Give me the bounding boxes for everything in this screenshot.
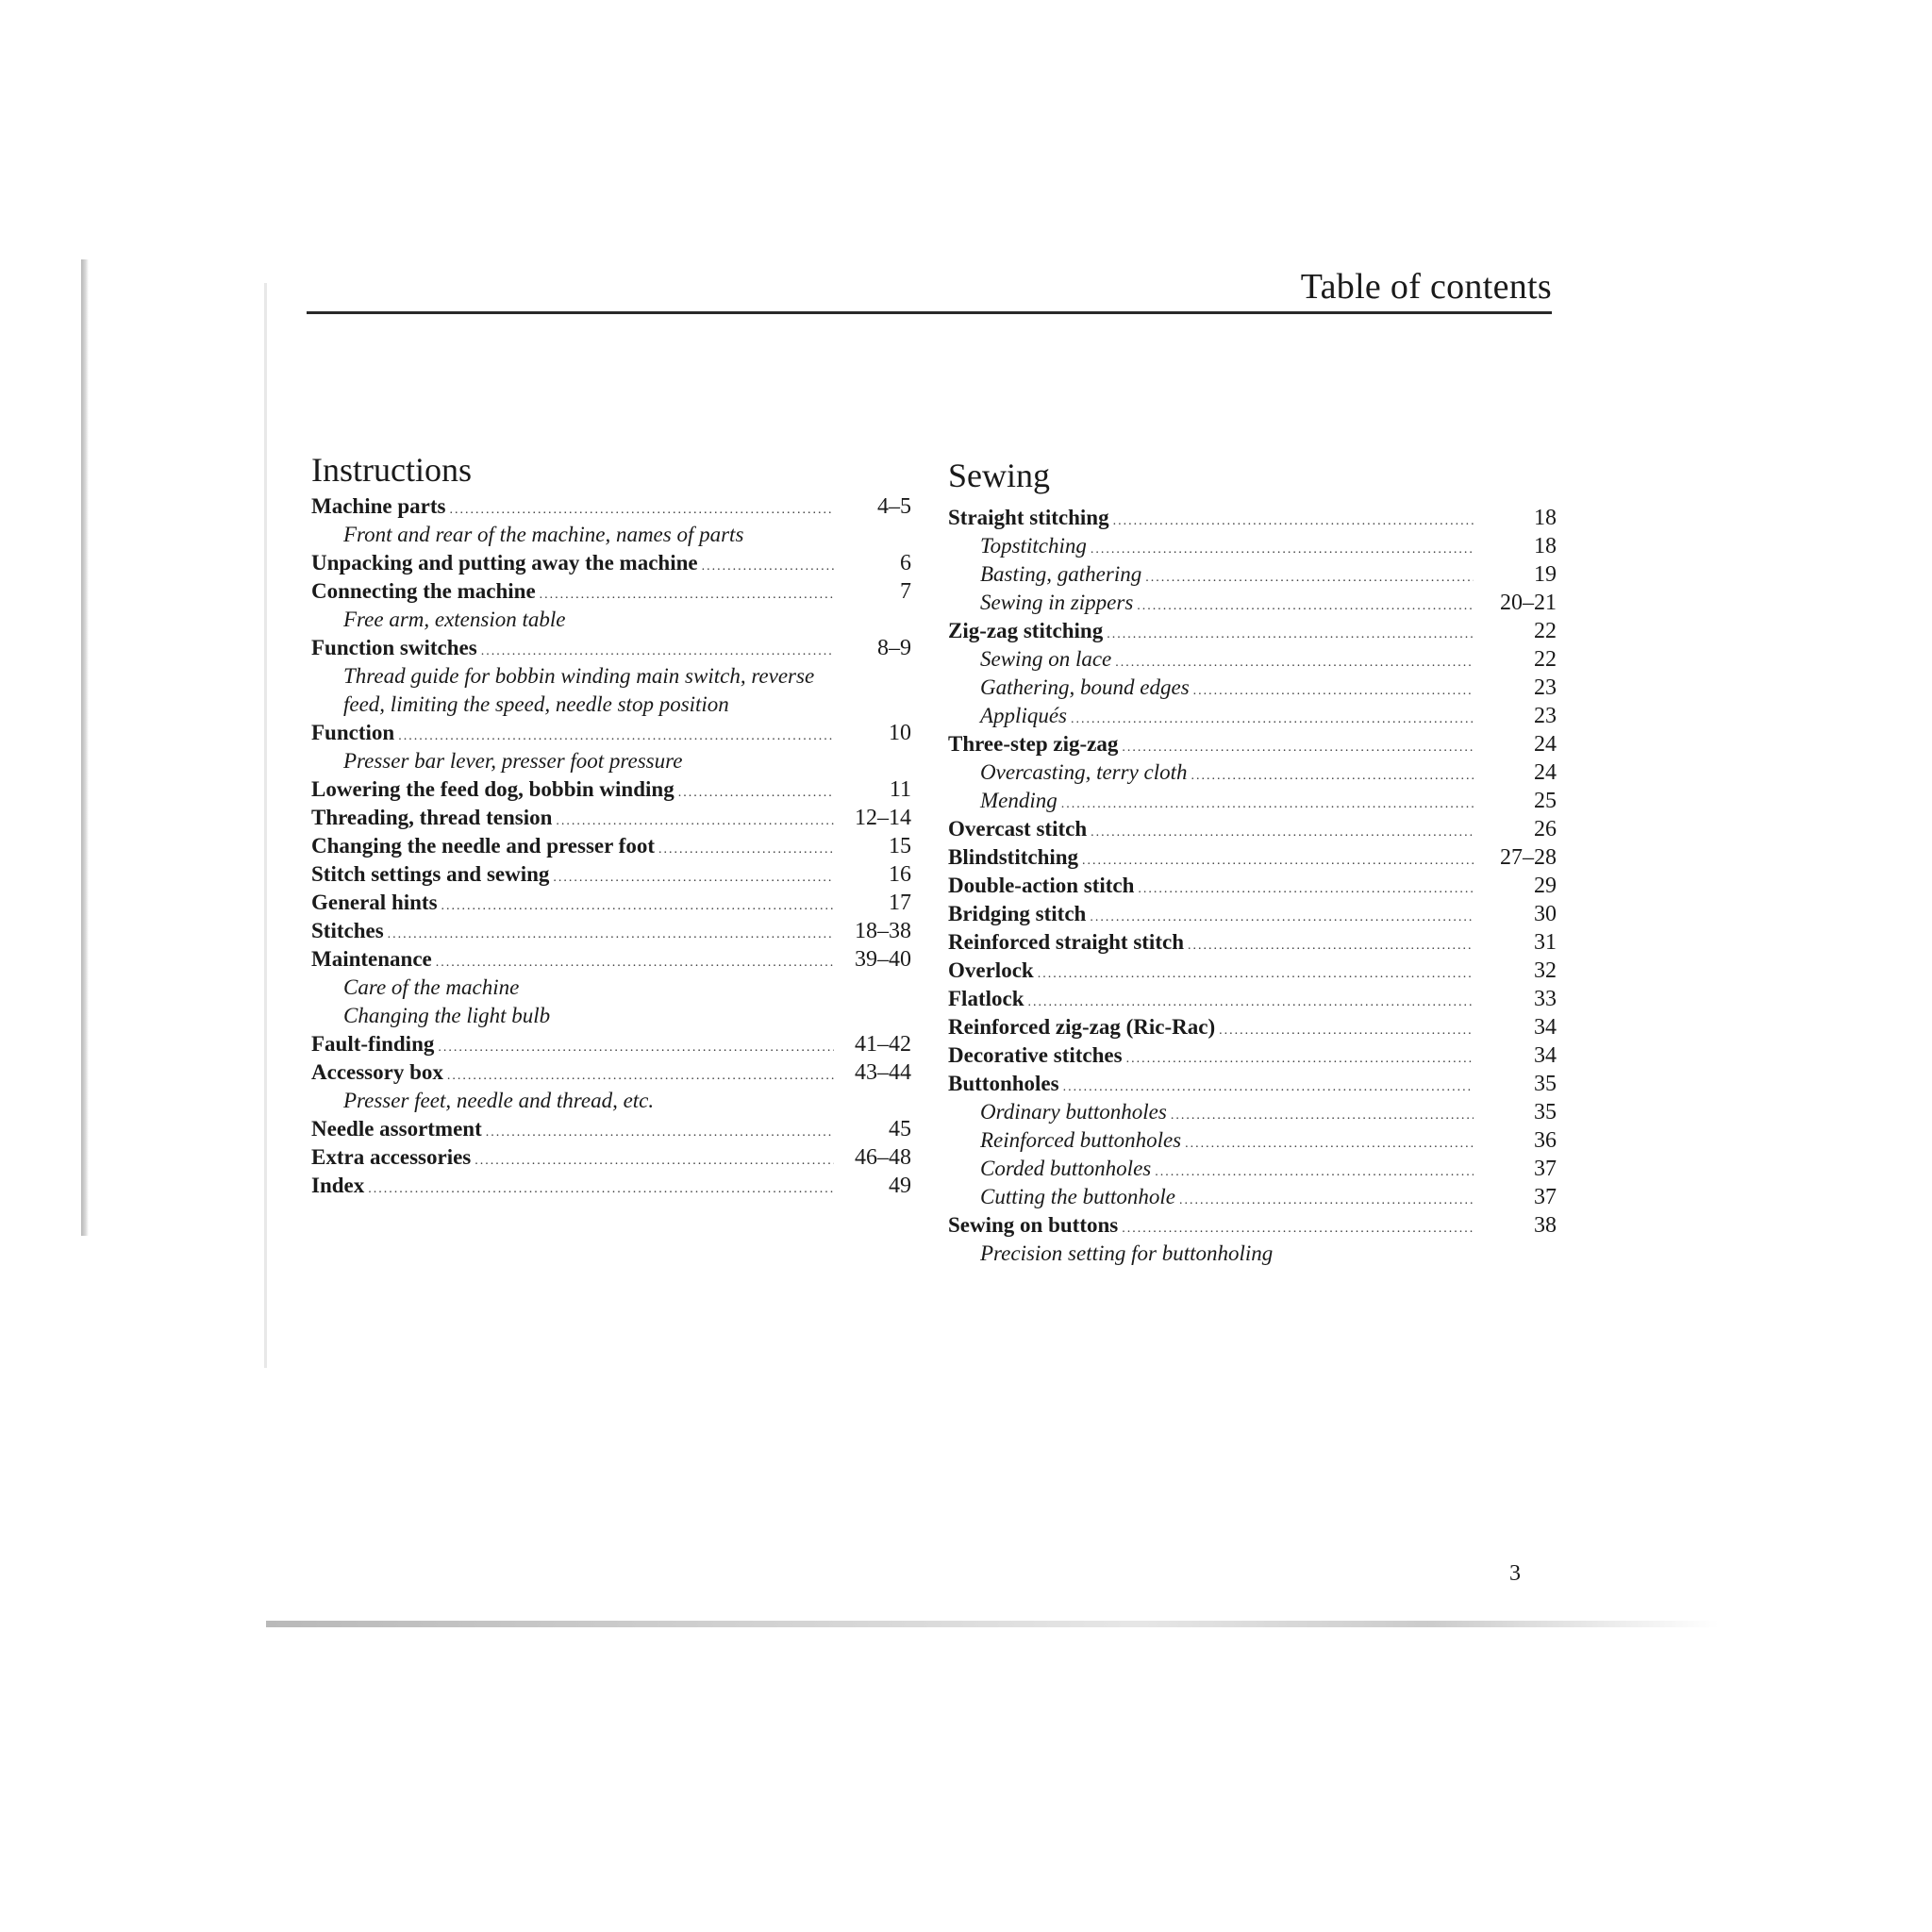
toc-entry [948,560,1557,589]
toc-entry-label: Bridging stitch [948,902,1087,925]
toc-entry-page: 37 [1534,1185,1557,1209]
toc-entry-page: 45 [889,1117,911,1141]
toc-entry-label: Machine parts [311,494,446,518]
leader-dots [1071,706,1474,734]
toc-entry [948,1098,1557,1126]
leader-dots [1091,819,1474,847]
toc-entry-label: Basting, gathering [980,562,1142,586]
toc-entry [311,860,911,889]
leader-dots [486,1119,834,1147]
toc-entry [311,889,911,917]
toc-entry-label: Sewing in zippers [980,591,1134,614]
leader-dots [1082,847,1474,875]
sewing-heading: Sewing [948,457,1050,494]
toc-entry [948,900,1557,928]
toc-entry-page: 27–28 [1500,845,1557,870]
leader-dots [553,864,834,892]
toc-entry-label: Stitch settings and sewing [311,862,550,886]
toc-entry-page: 46–48 [855,1145,911,1170]
toc-entry [948,985,1557,1013]
toc-entry [948,617,1557,645]
leader-dots [388,921,834,949]
toc-entry-page: 24 [1534,732,1557,757]
toc-entry-label: Reinforced straight stitch [948,930,1184,954]
toc-entry [311,1058,911,1087]
toc-entry-label: Needle assortment [311,1117,482,1141]
toc-entry-page: 22 [1534,647,1557,672]
leader-dots [1038,960,1474,989]
toc-entry-page: 10 [889,721,911,745]
leader-dots [1188,932,1474,960]
toc-entry [311,832,911,860]
toc-entry-label: Unpacking and putting away the machine [311,551,698,575]
toc-entry-label: Mending [980,789,1058,812]
toc-entry-page: 38 [1534,1213,1557,1238]
toc-entry [948,504,1557,532]
toc-entry-page: 18 [1534,506,1557,530]
toc-entry-label: Stitches [311,919,384,942]
leader-dots [1126,1045,1474,1074]
toc-entry-label: Function [311,721,395,744]
toc-entry-label: Straight stitching [948,506,1109,529]
leader-dots [540,581,834,609]
toc-entry [948,815,1557,843]
toc-entry [948,532,1557,560]
toc-entry [311,1030,911,1058]
toc-entry-label: Flatlock [948,987,1024,1010]
toc-entry-label: Blindstitching [948,845,1079,869]
toc-entry [948,702,1557,730]
scan-edge-bottom [266,1621,1719,1627]
toc-entry [311,577,911,606]
toc-entry-page: 43–44 [855,1060,911,1085]
toc-entry-label: Reinforced buttonholes [980,1128,1182,1152]
toc-entry [311,492,911,521]
toc-entry-page: 25 [1534,789,1557,813]
instructions-list [311,492,911,1200]
leader-dots [658,836,834,864]
toc-entry-page: 19 [1534,562,1557,587]
toc-entry-label: Fault-finding [311,1032,435,1056]
toc-entry [311,917,911,945]
toc-entry [948,758,1557,787]
toc-entry-label: Sewing on lace [980,647,1112,671]
toc-entry [948,872,1557,900]
sewing-list [948,504,1557,1268]
leader-dots [1145,564,1474,592]
toc-entry-label: Gathering, bound edges [980,675,1190,699]
toc-entry-page: 34 [1534,1015,1557,1040]
toc-entry [948,645,1557,674]
toc-entry-description: Precision setting for buttonholing [980,1241,1274,1265]
leader-dots [438,1034,834,1062]
toc-entry-page: 18–38 [855,919,911,943]
leader-dots [1171,1102,1474,1130]
toc-entry-label: Corded buttonholes [980,1157,1152,1180]
toc-entry-page: 16 [889,862,911,887]
toc-entry-page: 26 [1534,817,1557,841]
toc-entry [948,1041,1557,1070]
toc-entry [311,945,911,974]
toc-entry-label: Connecting the machine [311,579,536,603]
toc-entry-label: Threading, thread tension [311,806,553,829]
toc-entry-description: Changing the light bulb [343,1004,551,1027]
toc-entry-page: 11 [889,777,911,802]
toc-entry [948,1155,1557,1183]
toc-entry [311,1115,911,1143]
toc-entry-page: 6 [900,551,911,575]
toc-entry-label: Zig-zag stitching [948,619,1104,642]
toc-entry-page: 34 [1534,1043,1557,1068]
toc-entry-description: Thread guide for bobbin winding main switch, reverse feed, limiting the speed, needle stop position [343,664,815,716]
toc-entry-label: Topstitching [980,534,1087,558]
toc-entry [311,804,911,832]
toc-entry-page: 32 [1534,958,1557,983]
toc-entry-page: 8–9 [877,636,911,660]
toc-entry-label: Changing the needle and presser foot [311,834,655,858]
toc-entry-page: 33 [1534,987,1557,1011]
toc-entry [311,634,911,662]
page-header [307,264,1552,314]
toc-entry [948,730,1557,758]
toc-entry-page: 49 [889,1174,911,1198]
instructions-column [311,451,911,1200]
toc-entry-page: 39–40 [855,947,911,972]
toc-entry [948,957,1557,985]
toc-entry-page: 30 [1534,902,1557,926]
leader-dots [1137,592,1474,621]
toc-entry [948,1126,1557,1155]
leader-dots [1113,508,1474,536]
toc-entry-label: Ordinary buttonholes [980,1100,1167,1124]
toc-entry-description: Care of the machine [343,975,520,999]
leader-dots [1138,875,1474,904]
toc-entry-label: Appliqués [980,704,1067,727]
leader-dots [1155,1158,1474,1187]
toc-entry-page: 23 [1534,675,1557,700]
scan-edge-left-faint [264,283,267,1368]
toc-entry-page: 18 [1534,534,1557,558]
toc-entry-page: 35 [1534,1072,1557,1096]
leader-dots [1193,677,1474,706]
page-title: Table of contents [1300,267,1552,307]
leader-dots [702,553,834,581]
sewing-column [948,457,1557,1268]
toc-entry-page: 4–5 [877,494,911,519]
toc-entry-label: Maintenance [311,947,432,971]
toc-entry-label: Sewing on buttons [948,1213,1119,1237]
leader-dots [1179,1187,1474,1215]
toc-entry-page: 36 [1534,1128,1557,1153]
toc-entry-page: 20–21 [1500,591,1557,615]
leader-dots [1191,762,1474,791]
toc-entry-page: 24 [1534,760,1557,785]
toc-entry-label: Reinforced zig-zag (Ric-Rac) [948,1015,1216,1039]
toc-entry [948,787,1557,815]
toc-entry-page: 35 [1534,1100,1557,1124]
toc-entry [948,1070,1557,1098]
page-number: 3 [1509,1561,1521,1586]
toc-entry [311,775,911,804]
toc-entry [948,843,1557,872]
toc-entry-page: 31 [1534,930,1557,955]
toc-entry-label: Double-action stitch [948,874,1135,897]
toc-entry [948,1211,1557,1240]
toc-entry-label: Index [311,1174,365,1197]
instructions-heading: Instructions [311,451,472,489]
toc-entry [948,1013,1557,1041]
leader-dots [1061,791,1474,819]
leader-dots [1219,1017,1474,1045]
toc-entry-label: Function switches [311,636,477,659]
toc-entry-label: Accessory box [311,1060,443,1084]
toc-entry-page: 15 [889,834,911,858]
toc-entry-label: Cutting the buttonhole [980,1185,1175,1208]
leader-dots [1091,536,1474,564]
toc-entry-page: 7 [900,579,911,604]
toc-entry-description: Presser feet, needle and thread, etc. [343,1089,655,1112]
toc-entry-page: 41–42 [855,1032,911,1057]
leader-dots [441,892,834,921]
leader-dots [1107,621,1474,649]
toc-entry-label: Extra accessories [311,1145,472,1169]
toc-entry-label: Overcast stitch [948,817,1088,841]
toc-entry-label: Lowering the feed dog, bobbin winding [311,777,675,801]
leader-dots [368,1175,834,1204]
scan-edge-left [81,259,89,1236]
toc-entry-label: Decorative stitches [948,1043,1123,1067]
toc-entry-page: 22 [1534,619,1557,643]
toc-entry [948,928,1557,957]
toc-entry [311,1143,911,1172]
toc-entry-label: Overcasting, terry cloth [980,760,1188,784]
toc-entry-page: 17 [889,891,911,915]
toc-entry [311,719,911,747]
leader-dots [475,1147,834,1175]
toc-entry-description: Front and rear of the machine, names of parts [343,523,744,546]
toc-entry [311,1172,911,1200]
toc-entry-label: General hints [311,891,438,914]
toc-entry [948,674,1557,702]
toc-entry-description: Free arm, extension table [343,608,566,631]
toc-entry-label: Buttonholes [948,1072,1059,1095]
toc-entry-page: 29 [1534,874,1557,898]
toc-entry-label: Three-step zig-zag [948,732,1119,756]
toc-entry-page: 12–14 [855,806,911,830]
toc-entry [948,1183,1557,1211]
toc-entry [948,589,1557,617]
toc-entry-label: Overlock [948,958,1034,982]
leader-dots [1185,1130,1474,1158]
toc-entry [311,549,911,577]
toc-entry-page: 23 [1534,704,1557,728]
toc-entry-page: 37 [1534,1157,1557,1181]
toc-entry-description: Presser bar lever, presser foot pressure [343,749,683,773]
leader-dots [678,779,834,808]
